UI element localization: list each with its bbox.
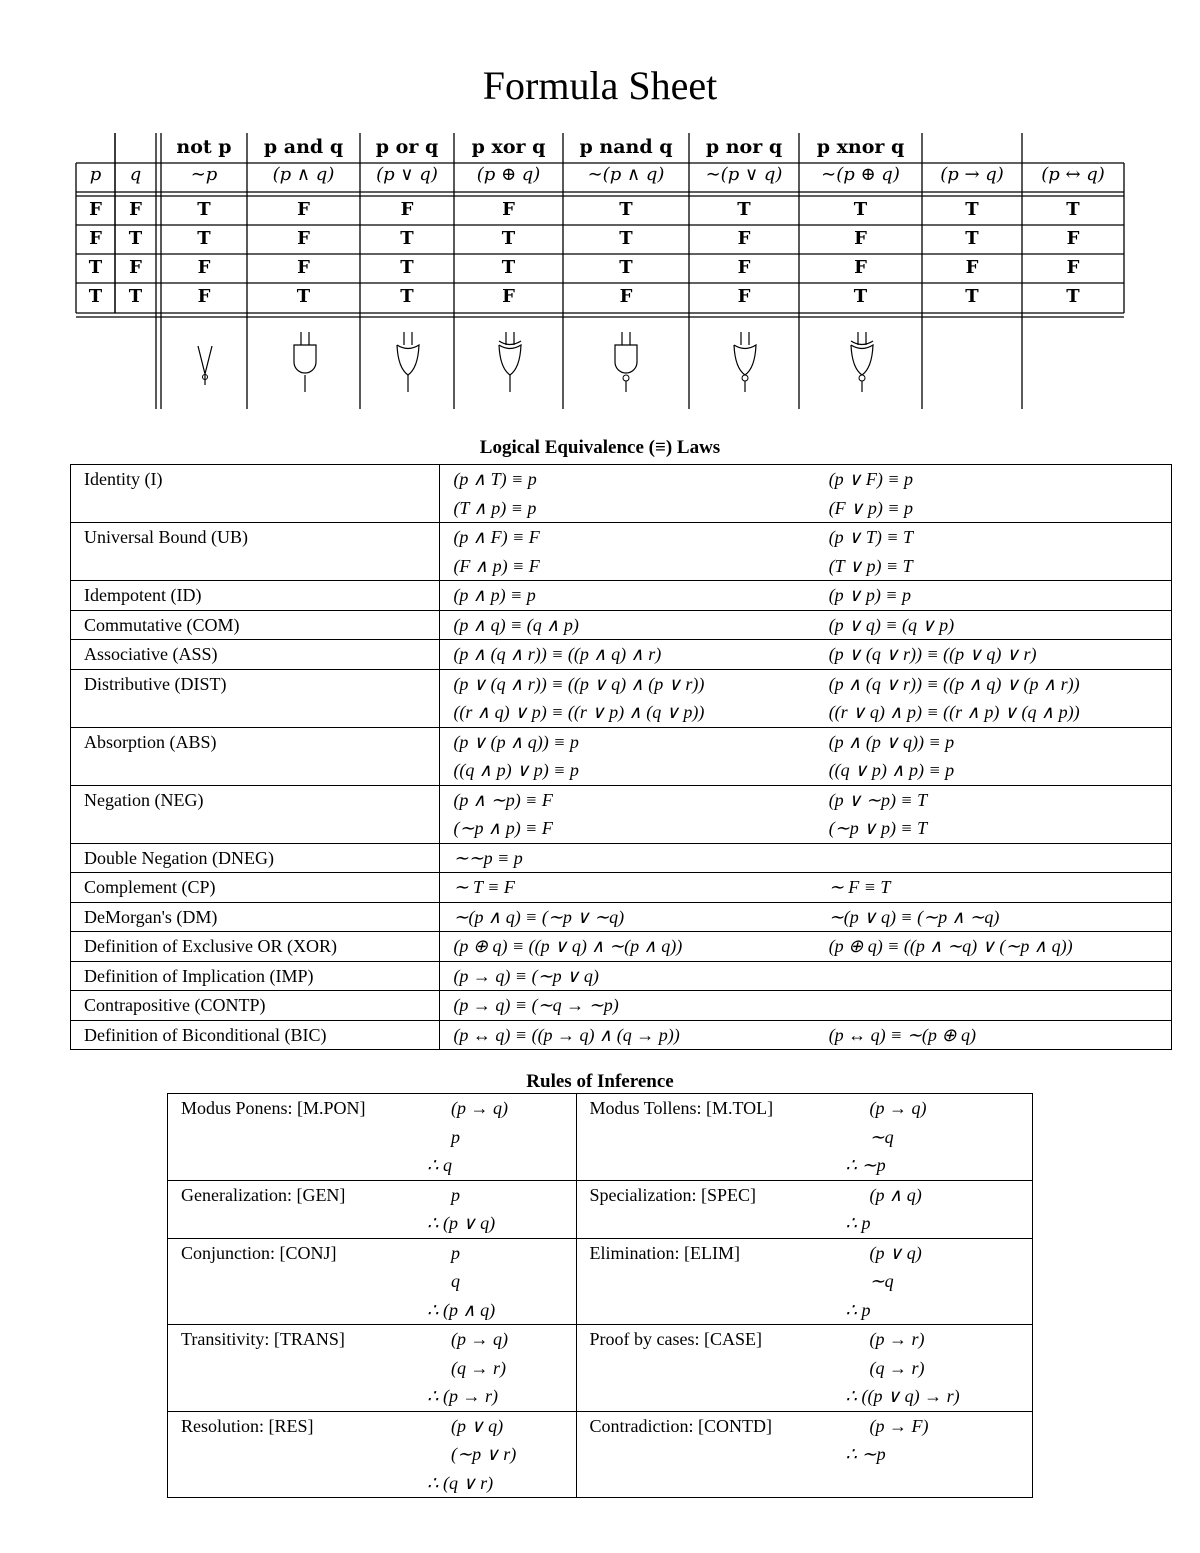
rule-name: Contradiction: [CONTD] xyxy=(589,1415,773,1436)
law-right xyxy=(816,843,1172,873)
law-right xyxy=(816,932,1172,962)
or-gate-icon xyxy=(397,332,419,392)
law-row xyxy=(71,961,1172,991)
tt-header: p and q xyxy=(263,136,344,158)
tt-value: T xyxy=(1066,199,1080,220)
inference-rule xyxy=(168,1094,577,1181)
law-formula: (p → q) ≡ (∼p ∨ q) xyxy=(453,965,599,986)
law-left xyxy=(440,932,816,962)
tt-value: F xyxy=(89,199,102,220)
tt-value: F xyxy=(737,257,751,278)
inference-row xyxy=(168,1094,1033,1181)
inference-heading: Rules of Inference xyxy=(526,1071,674,1092)
inference-row xyxy=(168,1180,1033,1238)
rule-line: (p → q) xyxy=(451,1329,508,1349)
rule-line: (p → F) xyxy=(869,1415,929,1436)
law-formula: ∼(p ∨ q) ≡ (∼p ∧ ∼q) xyxy=(828,906,1000,927)
inference-rule xyxy=(576,1238,1032,1325)
inference-rule xyxy=(168,1180,577,1238)
law-row xyxy=(71,640,1172,670)
law-formula: (p ∨ F) ≡ p xyxy=(828,469,913,489)
rule-line: ∴ (q ∨ r) xyxy=(427,1472,494,1493)
not-gate-icon xyxy=(198,346,212,385)
rule-line: (p → q) xyxy=(451,1098,508,1118)
tt-header: p xnor q xyxy=(816,136,905,158)
law-formula: (∼p ∨ p) ≡ T xyxy=(828,818,928,838)
tt-value: T xyxy=(853,286,868,307)
rule-line: (p ∨ q) xyxy=(869,1242,922,1263)
rule-line: (p ∧ q) xyxy=(869,1184,922,1205)
tt-value: T xyxy=(737,199,751,220)
law-formula: (p ∧ F) ≡ F xyxy=(453,527,540,547)
tt-symbol: (p ∨ q) xyxy=(376,164,438,185)
tt-value: T xyxy=(197,199,211,220)
rule-line: (p → q) xyxy=(869,1098,927,1118)
tt-value: F xyxy=(1066,257,1080,278)
rule-name: Elimination: [ELIM] xyxy=(589,1242,741,1263)
law-formula: (F ∧ p) ≡ F xyxy=(453,555,540,576)
law-name: Idempotent (ID) xyxy=(71,581,440,611)
tt-value: T xyxy=(400,257,414,278)
tt-value: T xyxy=(88,286,103,307)
law-row xyxy=(71,1020,1172,1050)
law-right xyxy=(816,640,1172,670)
page-title: Formula Sheet xyxy=(482,63,718,108)
tt-symbol: ∼p xyxy=(190,164,218,185)
law-right xyxy=(816,991,1172,1021)
tt-value: F xyxy=(197,257,211,278)
tt-value: T xyxy=(400,286,414,307)
rule-expressions xyxy=(845,1239,1032,1325)
tt-value: F xyxy=(129,199,142,220)
rule-line: (q → r) xyxy=(869,1357,925,1378)
tt-value: F xyxy=(89,228,102,249)
law-right xyxy=(816,581,1172,611)
tt-value: F xyxy=(502,286,515,307)
law-right xyxy=(816,523,1172,581)
law-formula: (p ∨ p) ≡ p xyxy=(828,585,911,605)
rule-line: ∴ ((p ∨ q) → r) xyxy=(845,1386,960,1406)
law-row xyxy=(71,902,1172,932)
tt-symbol: (p ↔ q) xyxy=(1041,164,1105,185)
law-row xyxy=(71,843,1172,873)
rule-line: ∴ ∼p xyxy=(845,1155,886,1175)
tt-value: F xyxy=(297,199,310,220)
rule-expressions xyxy=(427,1239,576,1325)
tt-value: T xyxy=(853,199,868,220)
law-formula: ∼ T ≡ F xyxy=(453,877,515,897)
law-row xyxy=(71,785,1172,843)
law-row xyxy=(71,669,1172,727)
law-right xyxy=(816,610,1172,640)
tt-symbol: ∼(p ⊕ q) xyxy=(821,164,900,185)
law-formula: (p ∧ q) ≡ (q ∧ p) xyxy=(453,614,579,635)
law-right xyxy=(816,1020,1172,1050)
tt-value: T xyxy=(501,228,516,249)
rule-line: p xyxy=(451,1184,460,1205)
law-name: Absorption (ABS) xyxy=(71,727,440,785)
law-formula: (∼p ∧ p) ≡ F xyxy=(453,818,553,838)
rule-expressions xyxy=(845,1094,1032,1180)
tt-value: T xyxy=(619,228,633,249)
law-name: Complement (CP) xyxy=(71,873,440,903)
law-formula: (p ∧ (q ∨ r)) ≡ ((p ∧ q) ∨ (p ∧ r)) xyxy=(828,673,1080,694)
law-formula: (p ∧ (q ∧ r)) ≡ ((p ∧ q) ∧ r) xyxy=(453,644,662,664)
tt-symbol: (p ⊕ q) xyxy=(476,164,541,185)
law-row xyxy=(71,991,1172,1021)
rule-name: Proof by cases: [CASE] xyxy=(589,1329,763,1349)
rule-expressions xyxy=(427,1412,576,1498)
nand-gate-icon xyxy=(615,332,637,392)
rule-expressions xyxy=(427,1094,576,1180)
tt-value: F xyxy=(854,257,867,278)
law-formula: (p ∧ T) ≡ p xyxy=(453,469,537,489)
rule-line: (p ∨ q) xyxy=(451,1415,504,1436)
law-left xyxy=(440,991,816,1021)
tt-symbol: p xyxy=(89,164,102,185)
tt-value: T xyxy=(197,228,211,249)
law-left xyxy=(440,785,816,843)
rule-line: ∴ ∼p xyxy=(845,1444,886,1464)
law-right xyxy=(816,465,1172,523)
rule-expressions xyxy=(427,1181,576,1238)
tt-value: T xyxy=(128,286,143,307)
rule-name: Modus Tollens: [M.TOL] xyxy=(589,1098,774,1118)
inference-rule xyxy=(168,1411,577,1498)
rule-expressions xyxy=(845,1181,1032,1238)
tt-header: p nand q xyxy=(579,136,673,158)
inference-rule xyxy=(576,1180,1032,1238)
law-formula: ((r ∧ q) ∨ p) ≡ ((r ∨ p) ∧ (q ∨ p)) xyxy=(453,702,705,722)
law-formula: ((r ∨ q) ∧ p) ≡ ((r ∧ p) ∨ (q ∧ p)) xyxy=(828,702,1080,722)
rule-expressions xyxy=(845,1412,1032,1469)
law-row xyxy=(71,465,1172,523)
law-formula: ∼(p ∧ q) ≡ (∼p ∨ ∼q) xyxy=(453,906,625,927)
tt-value: T xyxy=(296,286,311,307)
law-left xyxy=(440,902,816,932)
inference-rule xyxy=(576,1094,1032,1181)
law-formula: (p → q) ≡ (∼q → ∼p) xyxy=(453,995,619,1015)
laws-heading: Logical Equivalence (≡) Laws xyxy=(479,437,721,458)
law-formula: (p ∧ (p ∨ q)) ≡ p xyxy=(828,731,955,752)
inference-row xyxy=(168,1411,1033,1498)
tt-value: T xyxy=(501,257,516,278)
law-right xyxy=(816,785,1172,843)
law-formula: (T ∧ p) ≡ p xyxy=(453,497,537,518)
tt-header: not p xyxy=(176,136,232,158)
tt-symbol: (p → q) xyxy=(940,164,1004,185)
law-right xyxy=(816,669,1172,727)
rule-line: ∴ (p ∨ q) xyxy=(427,1213,496,1233)
inference-row xyxy=(168,1325,1033,1412)
tt-value: F xyxy=(502,199,515,220)
law-row xyxy=(71,932,1172,962)
inference-table xyxy=(167,1093,1033,1498)
rule-line: ∴ q xyxy=(427,1155,452,1175)
law-left xyxy=(440,465,816,523)
tt-value: T xyxy=(128,228,143,249)
nor-gate-icon xyxy=(734,332,756,392)
law-formula: ∼ F ≡ T xyxy=(828,877,891,897)
xor-gate-icon xyxy=(499,332,521,392)
law-left xyxy=(440,581,816,611)
laws-table xyxy=(70,464,1172,1050)
law-left xyxy=(440,669,816,727)
tt-value: F xyxy=(400,199,414,220)
tt-value: F xyxy=(965,257,979,278)
law-right xyxy=(816,902,1172,932)
law-row xyxy=(71,523,1172,581)
tt-value: F xyxy=(1066,228,1080,249)
tt-value: F xyxy=(129,257,142,278)
rule-name: Modus Ponens: [M.PON] xyxy=(181,1098,366,1118)
law-name: Definition of Exclusive OR (XOR) xyxy=(71,932,440,962)
tt-value: T xyxy=(965,199,979,220)
law-formula: (p ⊕ q) ≡ ((p ∨ q) ∧ ∼(p ∧ q)) xyxy=(453,936,683,956)
law-row xyxy=(71,610,1172,640)
tt-symbol: ∼(p ∨ q) xyxy=(705,164,783,185)
tt-value: T xyxy=(619,257,633,278)
law-name: Commutative (COM) xyxy=(71,610,440,640)
rule-line: ∼q xyxy=(869,1126,894,1147)
tt-value: F xyxy=(619,286,633,307)
rule-name: Generalization: [GEN] xyxy=(181,1184,346,1205)
law-left xyxy=(440,873,816,903)
tt-value: F xyxy=(737,228,751,249)
law-left xyxy=(440,640,816,670)
rule-line: ∴ (p ∧ q) xyxy=(427,1299,496,1320)
inference-rule xyxy=(576,1411,1032,1498)
law-formula: (p ↔ q) ≡ ∼(p ⊕ q) xyxy=(828,1024,976,1045)
tt-value: T xyxy=(965,286,979,307)
rule-line: p xyxy=(451,1242,460,1263)
law-formula: ((q ∨ p) ∧ p) ≡ p xyxy=(828,760,955,780)
law-name: Distributive (DIST) xyxy=(71,669,440,727)
law-formula: (F ∨ p) ≡ p xyxy=(828,497,913,518)
law-name: Definition of Biconditional (BIC) xyxy=(71,1020,440,1050)
law-formula: (p ∨ T) ≡ T xyxy=(828,527,914,547)
law-right xyxy=(816,727,1172,785)
law-left xyxy=(440,843,816,873)
rule-line: (q → r) xyxy=(451,1357,506,1378)
tt-value: T xyxy=(619,199,633,220)
rule-line: p xyxy=(451,1126,460,1147)
rule-expressions xyxy=(427,1325,576,1411)
law-left xyxy=(440,1020,816,1050)
law-left xyxy=(440,523,816,581)
law-name: Universal Bound (UB) xyxy=(71,523,440,581)
tt-symbol: ∼(p ∧ q) xyxy=(587,164,665,185)
law-row xyxy=(71,581,1172,611)
law-formula: ∼∼p ≡ p xyxy=(453,847,523,868)
tt-value: F xyxy=(197,286,211,307)
law-formula: (p ∨ (q ∧ r)) ≡ ((p ∨ q) ∧ (p ∨ r)) xyxy=(453,673,705,694)
xnor-gate-icon xyxy=(851,332,873,392)
tt-value: T xyxy=(400,228,414,249)
inference-rule xyxy=(168,1238,577,1325)
rule-line: q xyxy=(451,1271,460,1291)
inference-row xyxy=(168,1238,1033,1325)
law-left xyxy=(440,727,816,785)
law-name: Definition of Implication (IMP) xyxy=(71,961,440,991)
law-formula: (p ⊕ q) ≡ ((p ∧ ∼q) ∨ (∼p ∧ q)) xyxy=(828,936,1073,956)
tt-value: F xyxy=(297,257,310,278)
rule-line: ∴ p xyxy=(845,1299,871,1320)
law-name: Contrapositive (CONTP) xyxy=(71,991,440,1021)
tt-value: F xyxy=(854,228,867,249)
law-name: Identity (I) xyxy=(71,465,440,523)
law-row xyxy=(71,873,1172,903)
tt-value: T xyxy=(965,228,979,249)
law-formula: (p ∧ p) ≡ p xyxy=(453,585,536,605)
law-formula: ((q ∧ p) ∨ p) ≡ p xyxy=(453,760,579,780)
rule-name: Conjunction: [CONJ] xyxy=(181,1242,337,1263)
rule-line: (∼p ∨ r) xyxy=(451,1444,517,1464)
tt-value: F xyxy=(297,228,310,249)
law-name: DeMorgan's (DM) xyxy=(71,902,440,932)
tt-header: p or q xyxy=(375,136,439,158)
law-name: Negation (NEG) xyxy=(71,785,440,843)
law-formula: (T ∨ p) ≡ T xyxy=(828,555,913,576)
law-formula: (p ∨ q) ≡ (q ∨ p) xyxy=(828,614,955,635)
and-gate-icon xyxy=(294,332,316,392)
law-right xyxy=(816,873,1172,903)
tt-value: T xyxy=(88,257,103,278)
law-left xyxy=(440,610,816,640)
law-formula: (p ∨ (q ∨ r)) ≡ ((p ∨ q) ∨ r) xyxy=(828,644,1037,664)
law-name: Double Negation (DNEG) xyxy=(71,843,440,873)
inference-rule xyxy=(576,1325,1032,1412)
tt-symbol: (p ∧ q) xyxy=(272,164,335,185)
law-left xyxy=(440,961,816,991)
rule-line: ∴ p xyxy=(845,1213,871,1233)
law-right xyxy=(816,961,1172,991)
law-formula: (p ∧ ∼p) ≡ F xyxy=(453,789,553,810)
rule-name: Specialization: [SPEC] xyxy=(589,1184,757,1205)
rule-expressions xyxy=(845,1325,1032,1411)
tt-value: F xyxy=(737,286,751,307)
law-name: Associative (ASS) xyxy=(71,640,440,670)
law-formula: (p ∨ ∼p) ≡ T xyxy=(828,789,928,810)
law-row xyxy=(71,727,1172,785)
inference-rule xyxy=(168,1325,577,1412)
law-formula: (p ↔ q) ≡ ((p → q) ∧ (q → p)) xyxy=(453,1024,680,1045)
law-formula: (p ∨ (p ∧ q)) ≡ p xyxy=(453,731,579,752)
tt-symbol: q xyxy=(129,164,142,185)
rule-line: ∼q xyxy=(869,1271,894,1291)
rule-name: Transitivity: [TRANS] xyxy=(181,1329,345,1349)
rule-line: (p → r) xyxy=(869,1329,925,1349)
tt-value: T xyxy=(1066,286,1080,307)
rule-name: Resolution: [RES] xyxy=(181,1415,314,1436)
rule-line: ∴ (p → r) xyxy=(427,1386,498,1406)
tt-header: p nor q xyxy=(705,136,783,158)
tt-header: p xor q xyxy=(471,136,546,158)
